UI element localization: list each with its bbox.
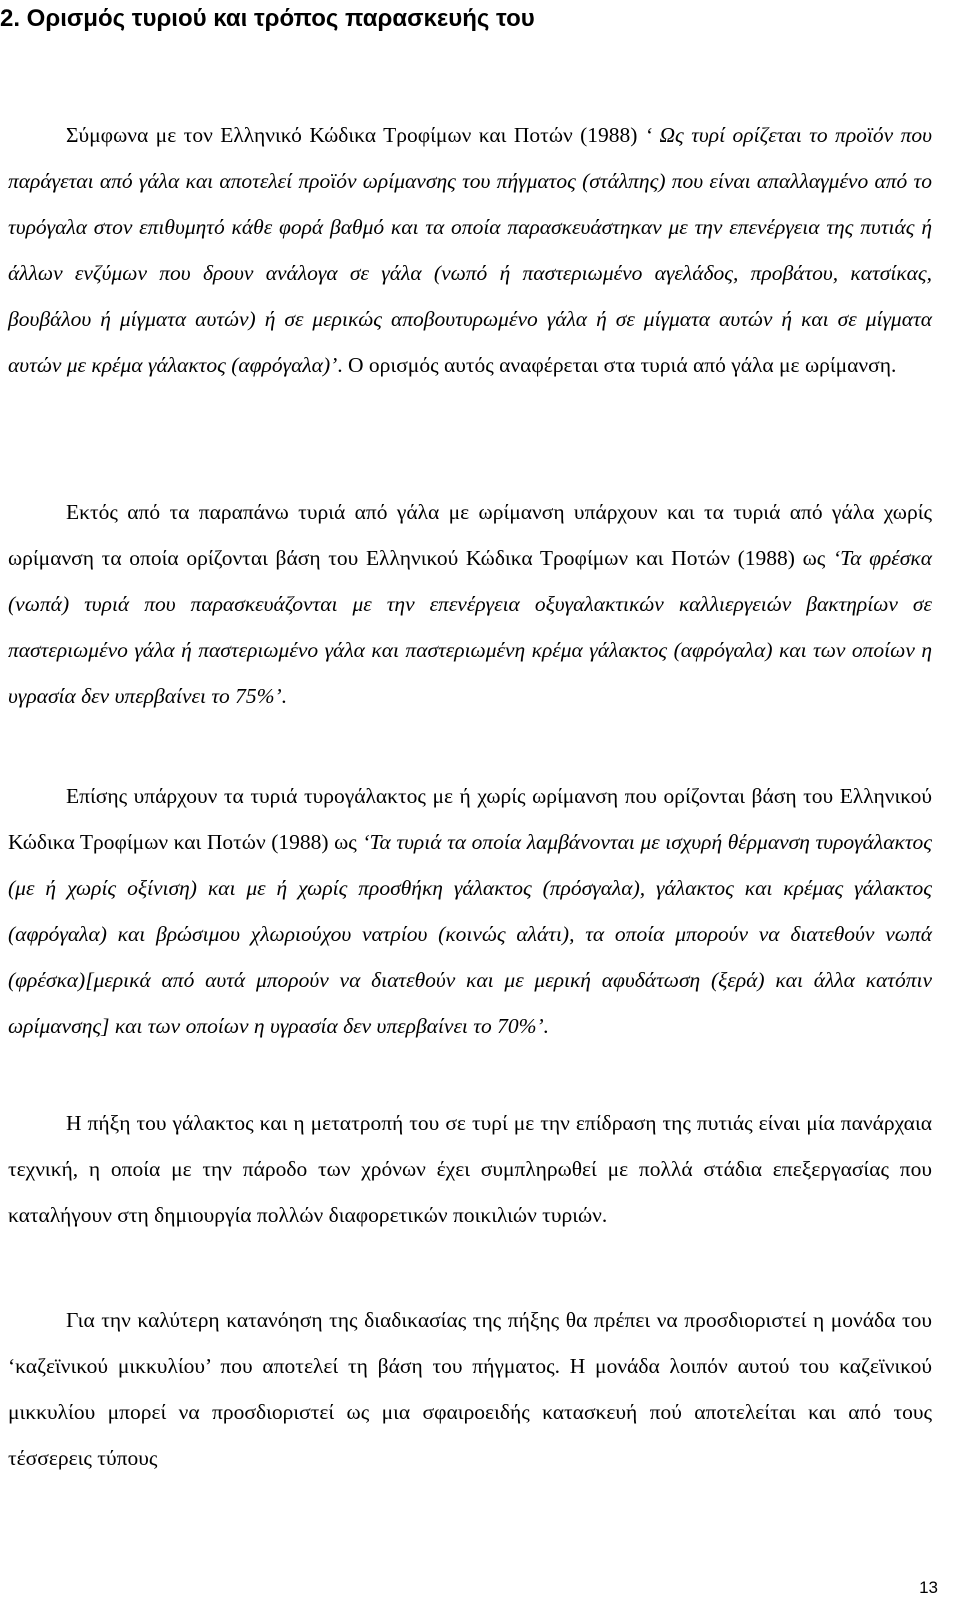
paragraph-3 (8, 773, 932, 1049)
paragraph-1 (8, 112, 932, 388)
paragraph-5-run-1: Για την καλύτερη κατανόηση της διαδικασίας της πήξης θα πρέπει να προσδιοριστεί η μονάδα του ‘καζεϊνικού μικκυλίου’ που αποτελεί τη βάση του πήγματος. Η μονάδα λοιπόν αυτού του καζεϊνικού μικκυλίου μπορεί να προσδιοριστεί ως μια σφαιροειδής κατασκευή πού απoτελείται και από τους τέσσερεις τύπους (8, 1308, 932, 1470)
paragraph-2-run-2: ‘Τα φρέσκα (νωπά) τυριά που παρασκευάζονται με την επενέργεια οξυγαλακτικών καλλιεργειών βακτηρίων σε παστεριωμένο γάλα ή παστεριωμένο γάλα και παστεριωμένη κρέμα γάλακτος (αφρόγαλα) και των οποίων η υγρασία δεν υπερβαίνει το 75%’. (8, 546, 932, 708)
paragraph-5 (8, 1297, 932, 1481)
paragraph-3-run-1: Επίσης υπάρχουν τα τυριά τυρογάλακτος με ή χωρίς ωρίμανση που ορίζονται βάση του Ελληνικού Κώδικα Τροφίμων και Ποτών (1988) ως (8, 784, 932, 854)
section-heading: 2. Ορισμός τυριού και τρόπος παρασκευής του (0, 5, 535, 32)
page-number: 13 (919, 1578, 938, 1597)
paragraph-2 (8, 489, 932, 719)
paragraph-1-run-3: . Ο ορισμός αυτός αναφέρεται στα τυριά από γάλα με ωρίμανση. (337, 353, 897, 377)
paragraph-3-run-2: ‘Τα τυριά τα οποία λαμβάνονται με ισχυρή θέρμανση τυρογάλακτος (με ή χωρίς οξίνιση) και με ή χωρίς προσθήκη γάλακτος (πρόσγαλα), γάλακτος και κρέμας γάλακτος (αφρόγαλα) και βρώσιμου χλωριούχου νατρίου (κοινώς αλάτι), τα οποία μπορούν να διατεθούν νωπά (φρέσκα)[μερικά από αυτά μπορούν να διατεθούν και με μερική αφυδάτωση (ξερά) και άλλα κατόπιν ωρίμανσης] και των οποίων η υγρασία δεν υπερβαίνει το 70%’. (8, 830, 932, 1038)
paragraph-4-run-1: Η πήξη του γάλακτος και η μετατροπή του σε τυρί με την επίδραση της πυτιάς είναι μία πανάρχαια τεχνική, η οποία με την πάροδο των χρόνων έχει συμπληρωθεί με πολλά στάδια επεξεργασίας που καταλήγουν στη δημιουργία πολλών διαφορετικών ποικιλιών τυριών. (8, 1111, 932, 1227)
paragraph-4 (8, 1100, 932, 1238)
paragraph-2-run-1: Εκτός από τα παραπάνω τυριά από γάλα με ωρίμανση υπάρχουν και τα τυριά από γάλα χωρίς ωρίμανση τα οποία ορίζονται βάση του Ελληνικού Κώδικα Τροφίμων και Ποτών (1988) ως (8, 500, 932, 570)
paragraph-1-run-1: Σύμφωνα με τον Ελληνικό Κώδικα Τροφίμων και Ποτών (1988) (66, 123, 645, 147)
paragraph-1-run-2: ‘ Ως τυρί ορίζεται το προϊόν που παράγεται από γάλα και αποτελεί προϊόν ωρίμανσης του πήγματος (στάλπης) που είναι απαλλαγμένο από το τυρόγαλα στον επιθυμητό κάθε φορά βαθμό και τα οποία παρασκευάστηκαν με την επενέργεια της πυτιάς ή άλλων ενζύμων που δρουν ανάλογα σε γάλα (νωπό ή παστεριωμένο αγελάδος, προβάτου, κατσίκας, βουβάλου ή μίγματα αυτών) ή σε μερικώς αποβουτυρωμένο γάλα ή σε μίγματα αυτών ή και σε μίγματα αυτών με κρέμα γάλακτος (αφρόγαλα)’ (8, 123, 932, 377)
